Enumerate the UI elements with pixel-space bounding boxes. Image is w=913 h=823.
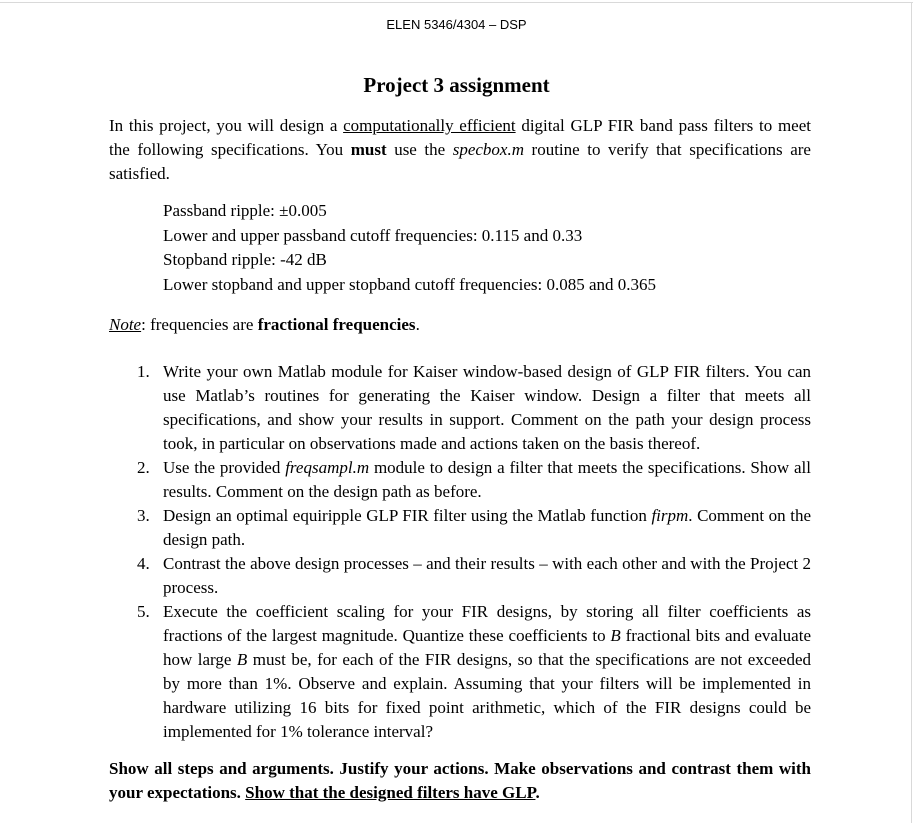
list-item-text: Write your own Matlab module for Kaiser window-based design of GLP FIR filters. You can use Matlab’s routines for generating the Kaiser window. Design a filter that meets all specifications, and show your results in support. Comment on the path your design process took, in particular on observations made and actions taken on the basis thereof.: [163, 362, 811, 453]
intro-routine-name: specbox.m: [452, 140, 524, 159]
intro-text-4: routine to verify that specifications are satisfied.: [109, 140, 811, 183]
list-item: [0, 504, 913, 552]
item-3-text-post: . Comment on the design path.: [163, 506, 811, 549]
item-3-function-name: firpm: [651, 506, 689, 525]
intro-paragraph: [109, 114, 811, 186]
closing-end: .: [535, 783, 540, 802]
note-text: frequencies are: [145, 315, 258, 334]
intro-text-3: use the: [386, 140, 453, 159]
list-item-number: 4.: [137, 554, 150, 573]
page-border-top: [0, 2, 913, 3]
closing-text: Show all steps and arguments. Justify your actions. Make observations and contrast them with your expectations.: [109, 759, 811, 802]
item-3-text-pre: Design an optimal equiripple GLP FIR filter using the Matlab function: [163, 506, 652, 525]
item-5-text-2: fractional bits and evaluate how large: [163, 626, 811, 669]
spec-stopband-cutoffs: Lower stopband and upper stopband cutoff frequencies: 0.085 and 0.365: [163, 274, 657, 294]
list-item-number: 2.: [137, 458, 150, 477]
item-5-variable-b: B: [610, 626, 621, 645]
intro-must-emphasis: must: [350, 140, 387, 159]
item-5-text-3: must be, for each of the FIR designs, so that the specifications are not exceeded by more than 1%. Observe and explain. Assuming that your filters will be implemented in hardware utilizing 16 bits for fixed point arithmetic, which of the FIR designs could be implemented for 1% tolerance interval?: [163, 650, 811, 741]
intro-text-2: digital GLP FIR band pass filters to meet the following specifications. You: [109, 116, 811, 159]
list-item: [0, 360, 913, 456]
list-item-number: 5.: [137, 602, 150, 621]
list-item-text: [163, 504, 811, 552]
note-bold-term: fractional frequencies: [257, 315, 416, 334]
specifications-block: [163, 199, 656, 297]
list-item: [0, 552, 913, 600]
spec-passband-cutoffs: Lower and upper passband cutoff frequencies: 0.115 and 0.33: [163, 225, 583, 245]
page-title: Project 3 assignment: [363, 73, 550, 97]
list-item-text: [163, 456, 811, 504]
closing-paragraph: [109, 757, 811, 805]
list-item-number: 3.: [137, 506, 150, 525]
spec-stopband-ripple: Stopband ripple: -42 dB: [163, 250, 327, 269]
list-item-text: Contrast the above design processes – and their results – with each other and with the Project 2 process.: [163, 554, 811, 597]
closing-underlined: Show that the designed filters have GLP: [245, 783, 536, 802]
item-2-text-post: module to design a filter that meets the specifications. Show all results. Comment on the design path as before.: [163, 458, 811, 501]
page-header: ELEN 5346/4304 – DSP: [386, 17, 527, 32]
list-item-number: 1.: [137, 362, 150, 381]
note-line: [109, 313, 420, 337]
spec-passband-ripple: Passband ripple: ±0.005: [163, 201, 327, 220]
note-end: .: [415, 315, 420, 334]
intro-text-1: In this project, you will design a: [109, 116, 344, 135]
note-colon: :: [141, 315, 146, 334]
list-item-text: [163, 600, 811, 744]
item-5-text-1: Execute the coefficient scaling for your FIR designs, by storing all filter coefficients as fractions of the largest magnitude. Quantize these coefficients to: [163, 602, 811, 645]
note-label: Note: [109, 315, 142, 334]
item-5-variable-b: B: [236, 650, 248, 669]
list-item: [0, 456, 913, 504]
task-list: [0, 360, 913, 744]
item-2-text-pre: Use the provided: [163, 458, 286, 477]
list-item: [0, 600, 913, 744]
item-2-module-name: freqsampl.m: [285, 458, 370, 477]
intro-underlined-phrase: computationally efficient: [343, 116, 516, 135]
